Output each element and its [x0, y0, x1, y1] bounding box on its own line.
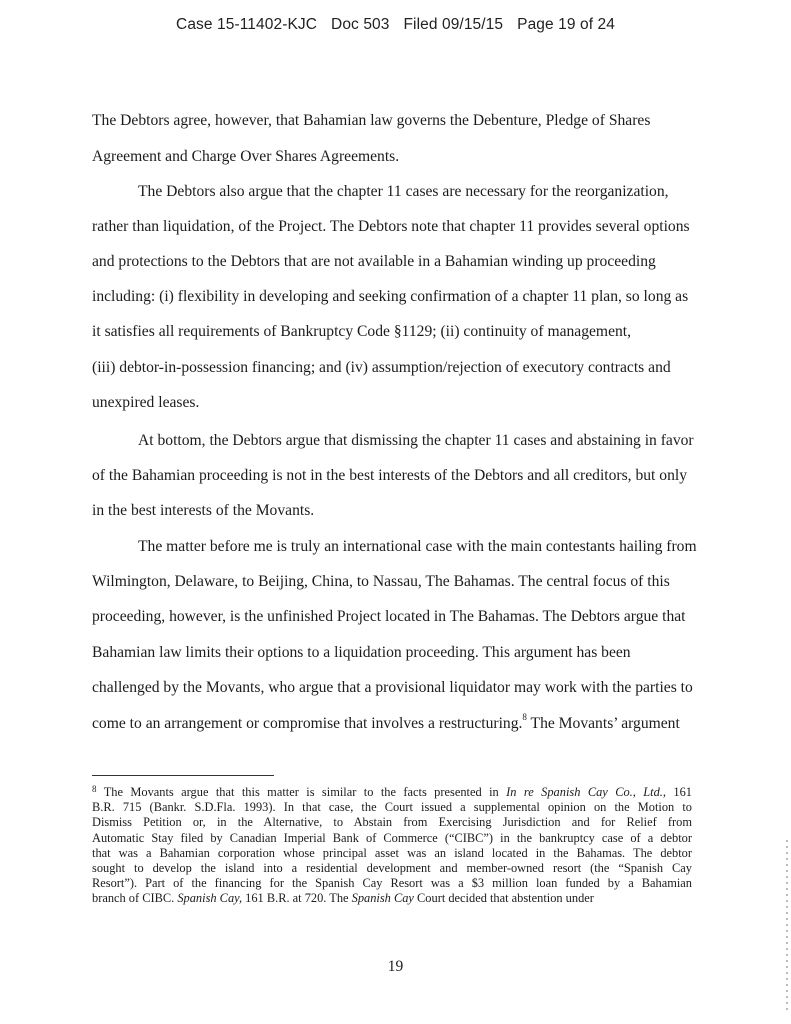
body-line: and protections to the Debtors that are not available in a Bahamian winding up proceeding [92, 253, 656, 270]
body-line: At bottom, the Debtors argue that dismissing the chapter 11 cases and abstaining in favor [138, 432, 694, 449]
body-line: Wilmington, Delaware, to Beijing, China, to Nassau, The Bahamas. The central focus of this [92, 573, 670, 590]
body-line: The Debtors agree, however, that Bahamian law governs the Debenture, Pledge of Shares [92, 112, 651, 129]
footnote-line: B.R. 715 (Bankr. S.D.Fla. 1993). In that case, the Court issued a supplemental opinion on the Motion to [92, 800, 692, 815]
footnote-marker: 8 [92, 784, 97, 794]
body-line: rather than liquidation, of the Project. The Debtors note that chapter 11 provides several options [92, 218, 690, 235]
footnote-line [92, 891, 692, 906]
footnote-line: sought to develop the island into a residential development and member-owned resort (the “Spanish Cay [92, 861, 692, 876]
footnote-text: Court decided that abstention under [413, 891, 594, 906]
footnote-text: 161 [666, 785, 693, 799]
doc-number: Doc 503 [331, 16, 390, 33]
body-line: The Debtors also argue that the chapter 11 cases are necessary for the reorganization, [138, 183, 669, 200]
scan-edge-marks [786, 840, 788, 1010]
footnote-ref-8: 8 [522, 712, 527, 722]
footnote-line: Resort”). Part of the financing for the Spanish Cay Resort was a $3 million loan funded by a Bahamian [92, 876, 692, 891]
body-line: in the best interests of the Movants. [92, 502, 315, 519]
footnote-text: 161 B.R. at 720. The [242, 891, 352, 906]
body-line-text: come to an arrangement or compromise that involves a restructuring. [92, 715, 523, 732]
footnote-line: that was a Bahamian corporation whose principal asset was an island located in the Bahamas. The debtor [92, 845, 692, 860]
footnote-8 [92, 785, 692, 907]
page-number: 19 [387, 958, 404, 975]
page-indicator: Page 19 of 24 [517, 16, 615, 33]
body-line [92, 712, 680, 733]
filed-date: Filed 09/15/15 [403, 16, 504, 33]
body-line: Bahamian law limits their options to a liquidation proceeding. This argument has been [92, 644, 631, 661]
body-line: challenged by the Movants, who argue that a provisional liquidator may work with the parties to [92, 679, 693, 696]
body-line-text: The Movants’ argument [526, 715, 680, 732]
body-line: (iii) debtor-in-possession financing; and (iv) assumption/rejection of executory contracts and [92, 359, 671, 376]
case-number: Case 15-11402-KJC [176, 16, 318, 33]
footnote-line: Dismiss Petition or, in the Alternative, to Abstain from Exercising Jurisdiction and for Relief from [92, 815, 692, 830]
body-line: including: (i) flexibility in developing and seeking confirmation of a chapter 11 plan, so long as [92, 288, 689, 305]
footnote-divider [92, 775, 274, 776]
case-citation: Spanish Cay, [177, 891, 243, 906]
case-header [0, 16, 791, 34]
footnote-text: The Movants argue that this matter is similar to the facts presented in [96, 785, 507, 799]
footnote-line: Automatic Stay filed by Canadian Imperial Bank of Commerce (“CIBC”) in the bankruptcy case of a debtor [92, 830, 692, 845]
body-line: unexpired leases. [92, 394, 200, 411]
footnote-text: branch of CIBC. [92, 891, 178, 906]
body-line: it satisfies all requirements of Bankruptcy Code §1129; (ii) continuity of management, [92, 323, 632, 340]
body-line: The matter before me is truly an international case with the main contestants hailing from [138, 538, 697, 555]
case-citation: Spanish Cay [351, 891, 414, 906]
body-line: proceeding, however, is the unfinished Project located in The Bahamas. The Debtors argue that [92, 608, 686, 625]
body-line: of the Bahamian proceeding is not in the best interests of the Debtors and all creditors, but only [92, 467, 688, 484]
footnote-line [92, 785, 692, 800]
case-citation: In re Spanish Cay Co., Ltd., [506, 785, 666, 799]
body-line: Agreement and Charge Over Shares Agreements. [92, 148, 400, 165]
